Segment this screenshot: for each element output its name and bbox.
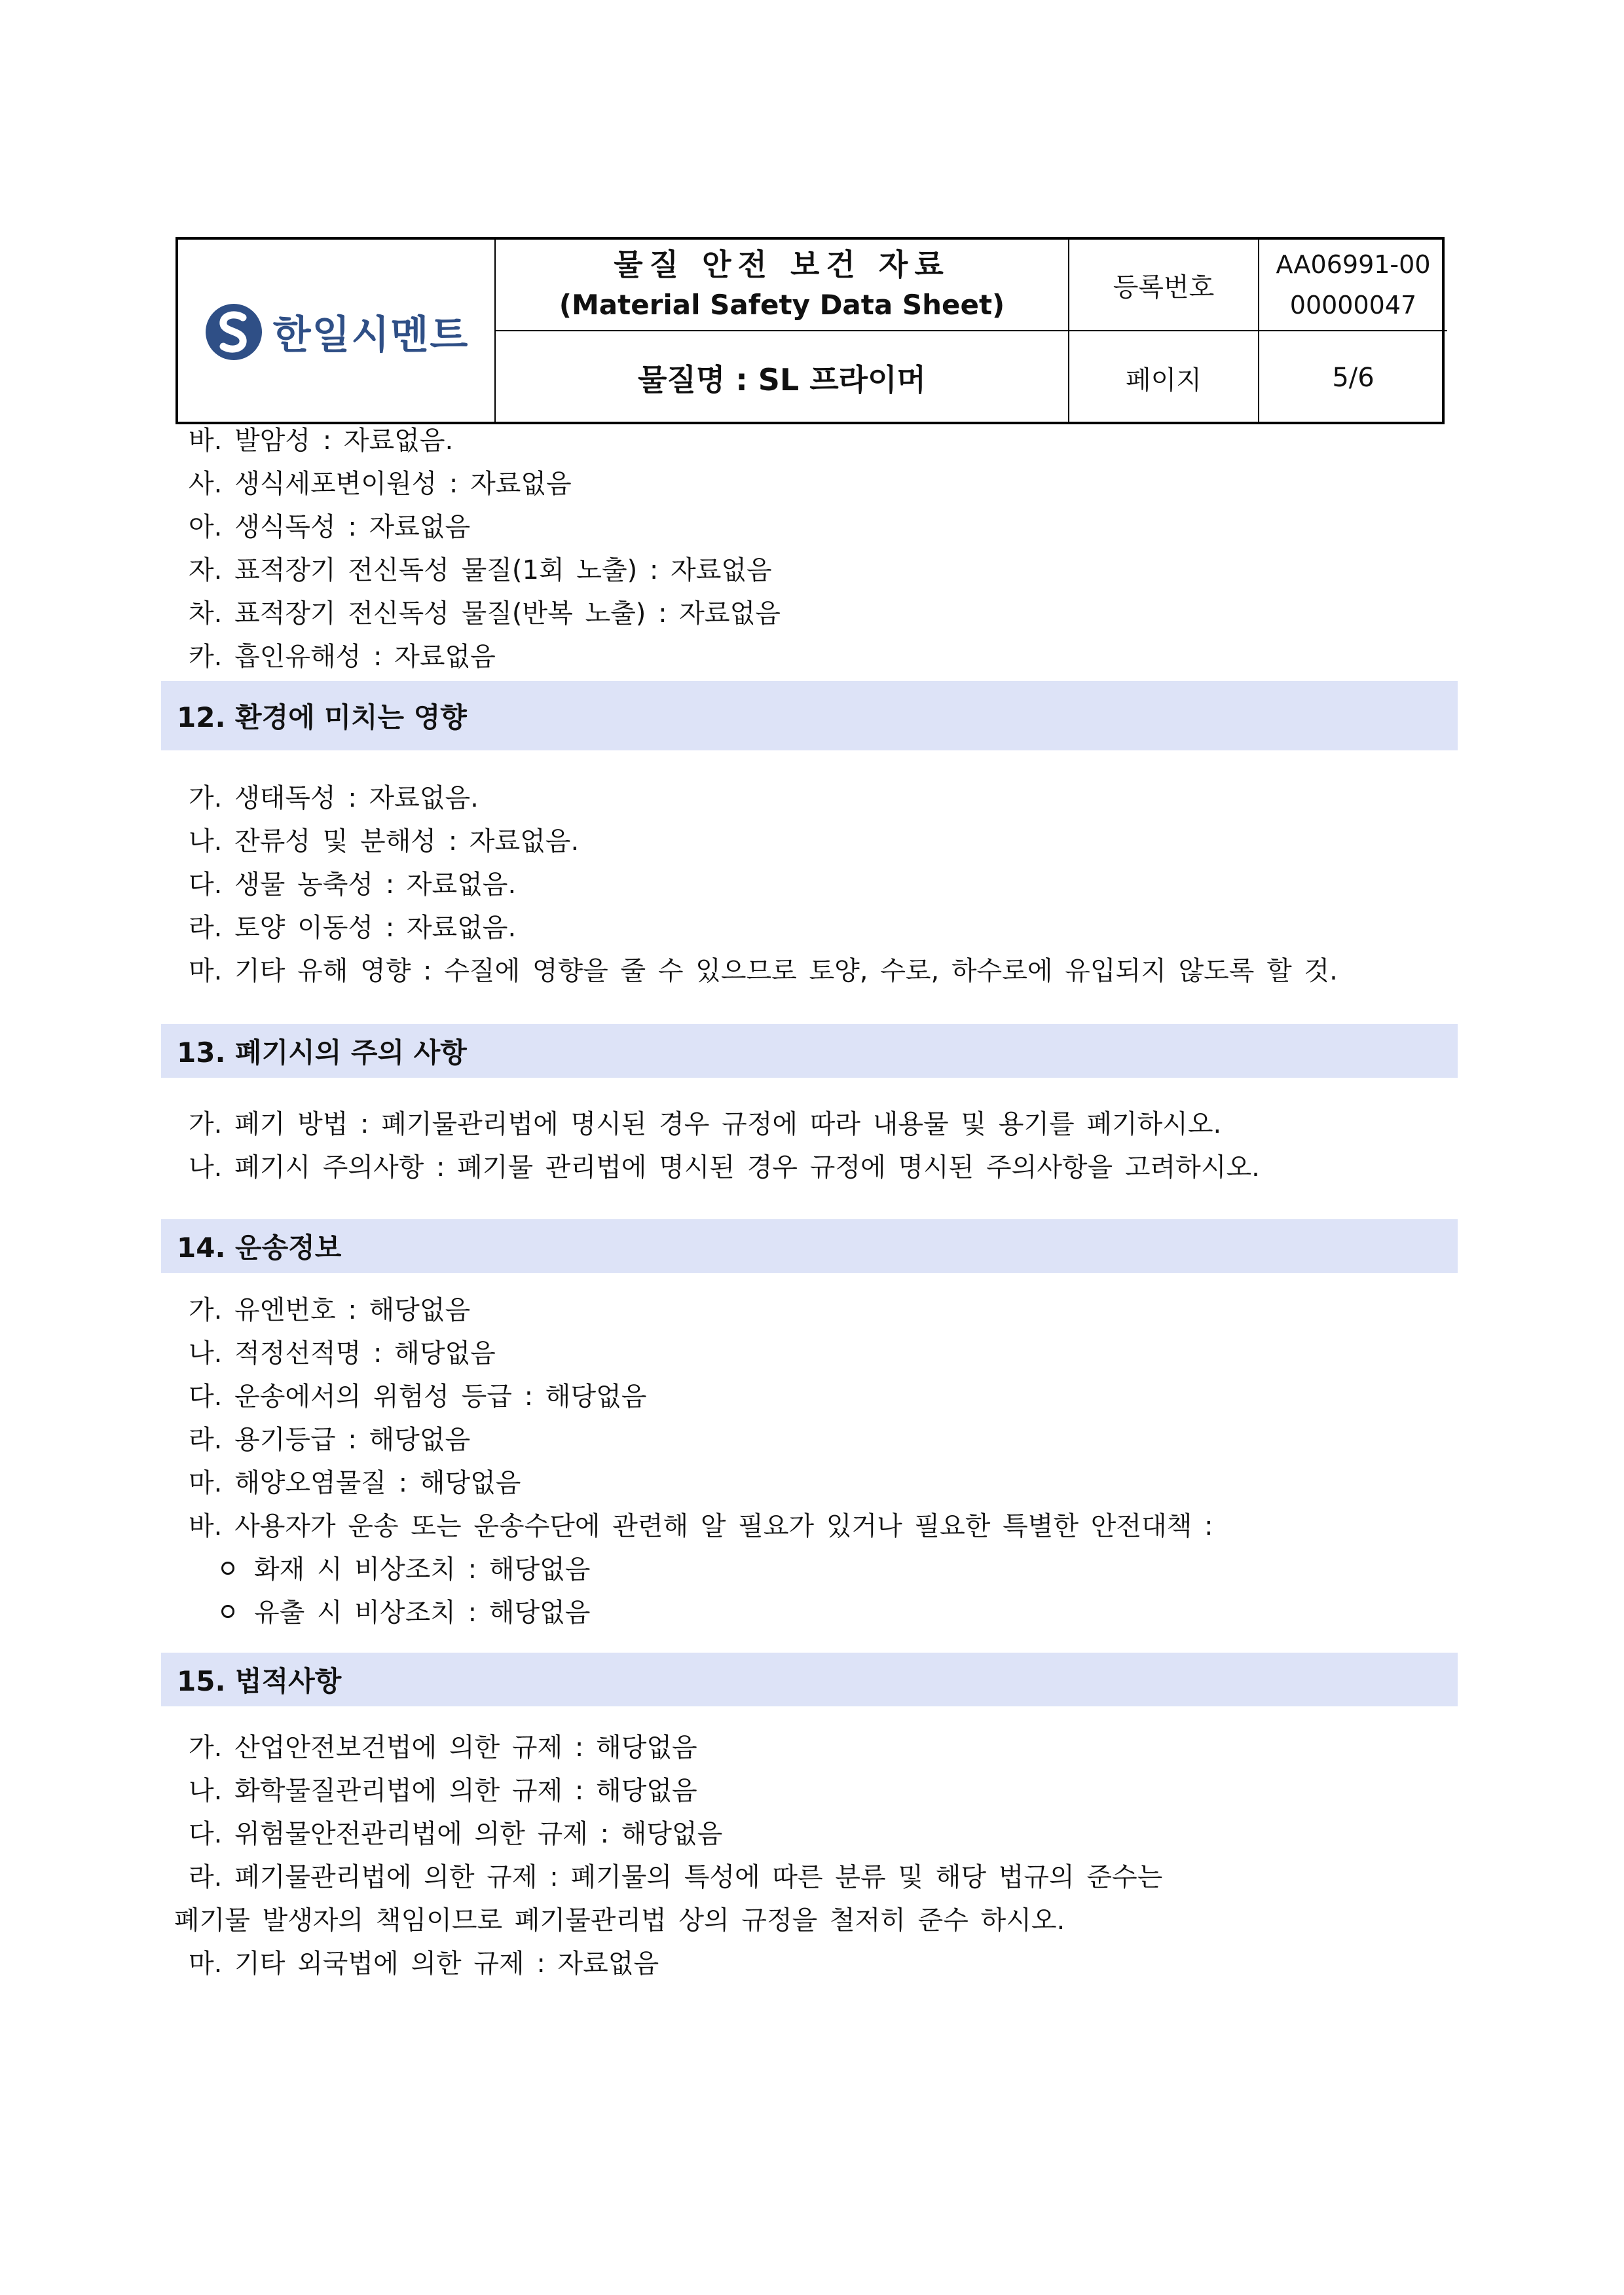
company-logo-icon: [204, 302, 264, 362]
section-15-heading: 15. 법적사항: [161, 1653, 1458, 1706]
registration-label: 등록번호: [1069, 240, 1259, 331]
list-item: 나. 적정선적명 : 해당없음: [189, 1338, 496, 1368]
list-item: 바. 발암성 : 자료없음.: [189, 426, 454, 456]
section-12-heading: 12. 환경에 미치는 영향: [161, 681, 1458, 750]
document-title: [496, 240, 1069, 331]
list-item: 카. 흡인유해성 : 자료없음: [189, 642, 496, 672]
list-item: 라. 토양 이동성 : 자료없음.: [189, 913, 517, 943]
document-header: [175, 237, 1445, 424]
list-item: 나. 폐기시 주의사항 : 폐기물 관리법에 명시된 경우 규정에 명시된 주의사항을 고려하시오.: [189, 1152, 1260, 1183]
company-name: 한일시멘트: [272, 312, 470, 358]
sub-list-item-text: 유출 시 비상조치 : 해당없음: [254, 1598, 591, 1628]
list-item: 마. 해양오염물질 : 해당없음: [189, 1468, 521, 1498]
list-item: 마. 기타 외국법에 의한 규제 : 자료없음: [189, 1949, 659, 1979]
list-item: 가. 유엔번호 : 해당없음: [189, 1295, 471, 1325]
material-name: 물질명 : SL 프라이머: [496, 331, 1069, 424]
sub-list-item: [221, 1596, 590, 1629]
list-item: 다. 생물 농축성 : 자료없음.: [189, 870, 517, 900]
list-item: 가. 폐기 방법 : 폐기물관리법에 명시된 경우 규정에 따라 내용물 및 용기를 폐기하시오.: [189, 1109, 1222, 1139]
section-13-heading: 13. 폐기시의 주의 사항: [161, 1024, 1458, 1078]
list-item: 자. 표적장기 전신독성 물질(1회 노출) : 자료없음: [189, 555, 772, 585]
title-korean: 물질 안전 보건 자료: [614, 247, 950, 282]
list-item: 다. 운송에서의 위험성 등급 : 해당없음: [189, 1382, 647, 1412]
registration-number: [1259, 240, 1447, 331]
circle-bullet-icon: [221, 1605, 234, 1618]
list-item: 다. 위험물안전관리법에 의한 규제 : 해당없음: [189, 1819, 723, 1849]
list-item: 가. 생태독성 : 자료없음.: [189, 783, 479, 813]
list-item-continuation: 폐기물 발생자의 책임이므로 폐기물관리법 상의 규정을 철저히 준수 하시오.: [174, 1905, 1065, 1936]
section-14-heading: 14. 운송정보: [161, 1219, 1458, 1273]
title-english: (Material Safety Data Sheet): [559, 289, 1005, 321]
list-item: 나. 잔류성 및 분해성 : 자료없음.: [189, 826, 580, 856]
list-item: 바. 사용자가 운송 또는 운송수단에 관련해 알 필요가 있거나 필요한 특별한 안전대책 :: [189, 1511, 1213, 1541]
registration-number-line-1: AA06991-00: [1276, 250, 1431, 279]
list-item: 차. 표적장기 전신독성 물질(반복 노출) : 자료없음: [189, 598, 781, 629]
list-item: 마. 기타 유해 영향 : 수질에 영향을 줄 수 있으므로 토양, 수로, 하수로에 유입되지 않도록 할 것.: [189, 956, 1338, 986]
sub-list-item: [221, 1553, 590, 1586]
list-item: 라. 폐기물관리법에 의한 규제 : 폐기물의 특성에 따른 분류 및 해당 법규의 준수는: [189, 1862, 1163, 1892]
page-label: 페이지: [1069, 331, 1259, 424]
list-item: 사. 생식세포변이원성 : 자료없음: [189, 469, 572, 499]
list-item: 가. 산업안전보건법에 의한 규제 : 해당없음: [189, 1733, 697, 1763]
company-logo: [178, 240, 496, 424]
list-item: 나. 화학물질관리법에 의한 규제 : 해당없음: [189, 1776, 697, 1806]
sub-list-item-text: 화재 시 비상조치 : 해당없음: [254, 1554, 591, 1585]
list-item: 라. 용기등급 : 해당없음: [189, 1425, 471, 1455]
list-item: 아. 생식독성 : 자료없음: [189, 512, 471, 542]
registration-number-line-2: 00000047: [1289, 291, 1417, 320]
page-number: 5/6: [1332, 363, 1375, 393]
circle-bullet-icon: [221, 1562, 234, 1575]
